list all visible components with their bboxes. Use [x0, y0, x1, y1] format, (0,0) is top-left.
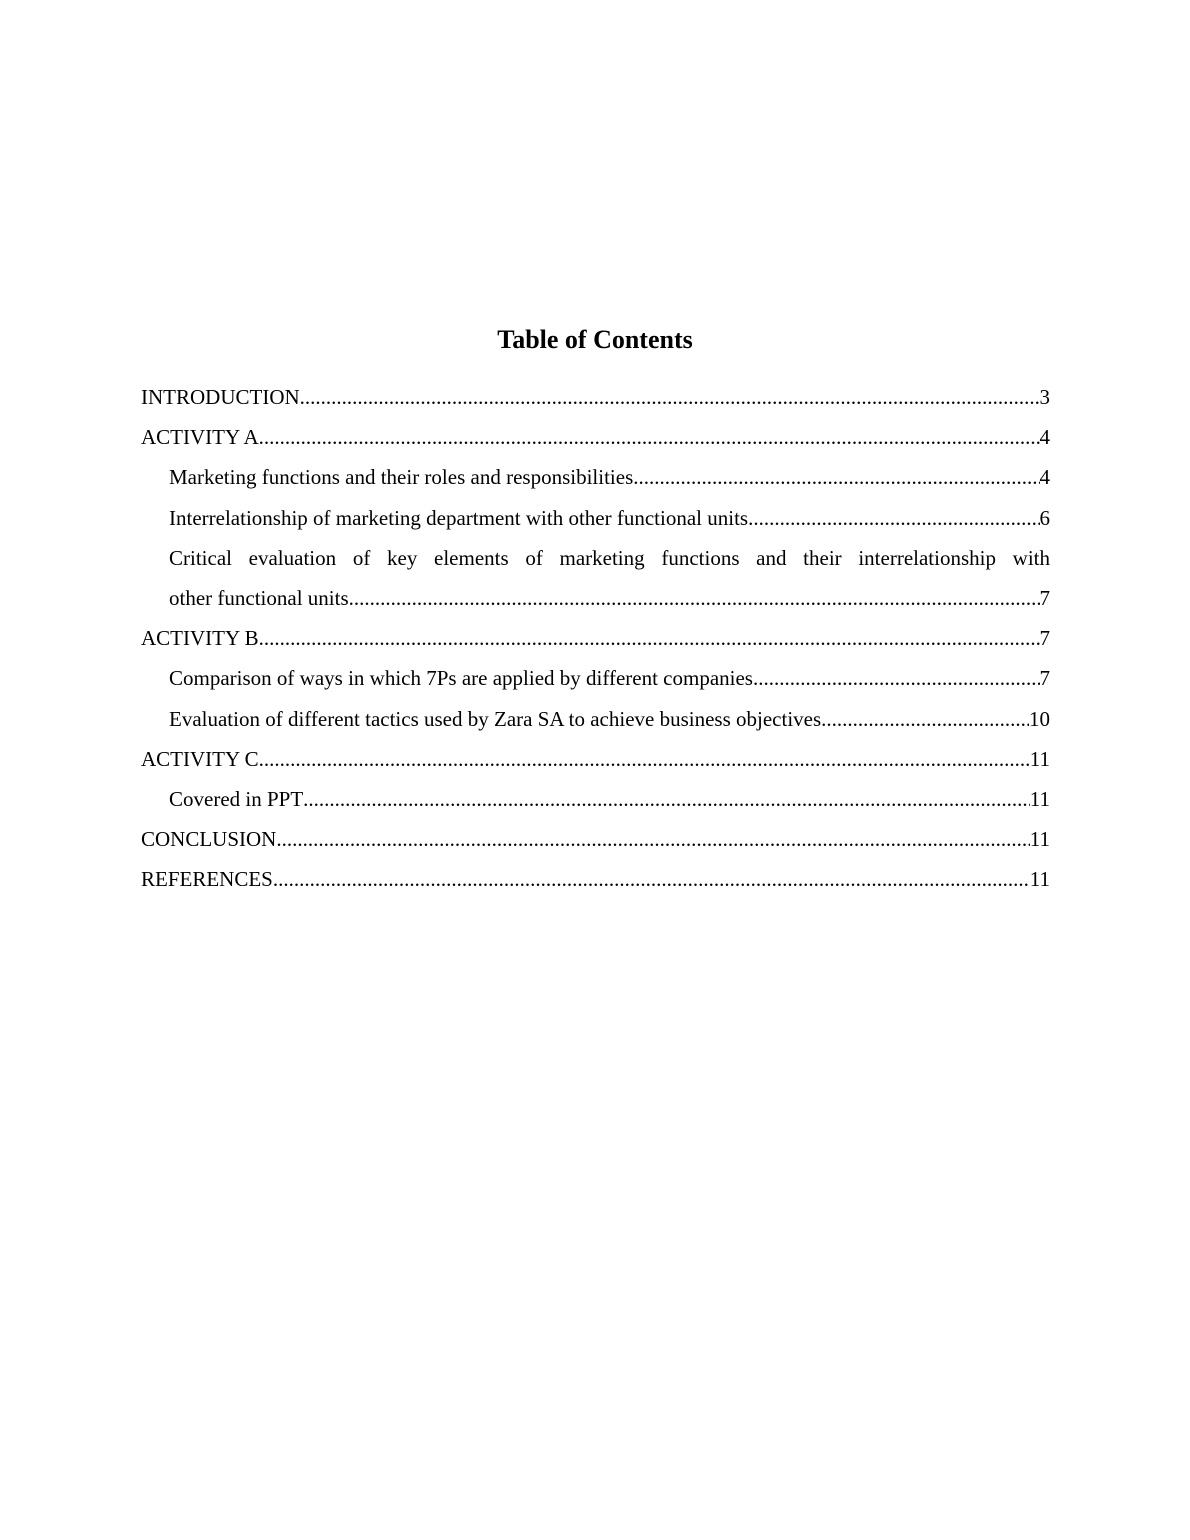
toc-title: Table of Contents — [497, 325, 693, 354]
toc-page-number: 11 — [1029, 746, 1050, 771]
toc-entry-critical-evaluation-line1[interactable] — [141, 538, 1050, 578]
toc-entry-text: Comparison of ways in which 7Ps are applied by different companies — [169, 666, 753, 691]
toc-entry-text: Evaluation of different tactics used by Zara SA to achieve business objectives — [169, 706, 822, 731]
dot-leader — [259, 618, 1040, 658]
toc-page-number: 4 — [1039, 465, 1050, 490]
toc-entry-text: INTRODUCTION — [141, 385, 300, 409]
dot-leader — [276, 819, 1029, 859]
toc-entry-activity-b[interactable] — [141, 618, 1050, 658]
toc-entry-text: Covered in PPT — [169, 786, 304, 811]
toc-page-number: 11 — [1029, 827, 1050, 852]
toc-entry-text: ACTIVITY A — [141, 425, 259, 450]
toc-page-number: 3 — [1039, 385, 1050, 409]
toc-entry-text: ACTIVITY C — [141, 746, 259, 771]
toc-entry-text: Critical evaluation of key elements of marketing functions and their interrelationship with — [169, 545, 1050, 570]
dot-leader — [633, 457, 1039, 497]
toc-entry-references[interactable] — [141, 859, 1050, 899]
toc-entry-text: CONCLUSION — [141, 827, 277, 852]
toc-page-number: 6 — [1039, 505, 1050, 530]
toc-entry-covered-in-ppt[interactable] — [141, 779, 1050, 819]
toc-entry-evaluation-tactics[interactable] — [141, 699, 1050, 739]
toc-entry-text: Interrelationship of marketing department with other functional units — [169, 505, 749, 530]
toc-entry-marketing-functions[interactable] — [141, 457, 1050, 497]
toc-entry-text: other functional units — [169, 585, 349, 610]
dot-leader — [303, 779, 1030, 819]
toc-page-number: 7 — [1039, 666, 1050, 691]
toc-page-number: 7 — [1039, 626, 1050, 651]
dot-leader — [273, 859, 1030, 899]
toc-entry-text: ACTIVITY B — [141, 626, 259, 651]
toc-entry-critical-evaluation-line2[interactable] — [141, 578, 1050, 618]
dot-leader — [748, 498, 1039, 538]
toc-entry-comparison-7ps[interactable] — [141, 658, 1050, 698]
dot-leader — [349, 578, 1040, 618]
toc-page-number: 11 — [1029, 867, 1050, 892]
toc-entry-text: REFERENCES — [141, 867, 273, 892]
toc-entry-text: Marketing functions and their roles and responsibilities — [169, 465, 634, 490]
dot-leader — [753, 658, 1040, 698]
toc-page-number: 10 — [1029, 706, 1050, 731]
toc-entry-conclusion[interactable] — [141, 819, 1050, 859]
dot-leader — [821, 699, 1029, 739]
dot-leader — [259, 739, 1030, 779]
toc-page-number: 11 — [1029, 786, 1050, 811]
toc-entry-interrelationship[interactable] — [141, 498, 1050, 538]
dot-leader — [300, 377, 1040, 417]
toc-entry-introduction[interactable] — [141, 377, 1050, 417]
toc-page-number: 7 — [1039, 585, 1050, 610]
dot-leader — [259, 417, 1040, 457]
toc-page-number: 4 — [1039, 425, 1050, 450]
table-of-contents — [141, 377, 1050, 899]
toc-entry-activity-a[interactable] — [141, 417, 1050, 457]
toc-entry-activity-c[interactable] — [141, 739, 1050, 779]
